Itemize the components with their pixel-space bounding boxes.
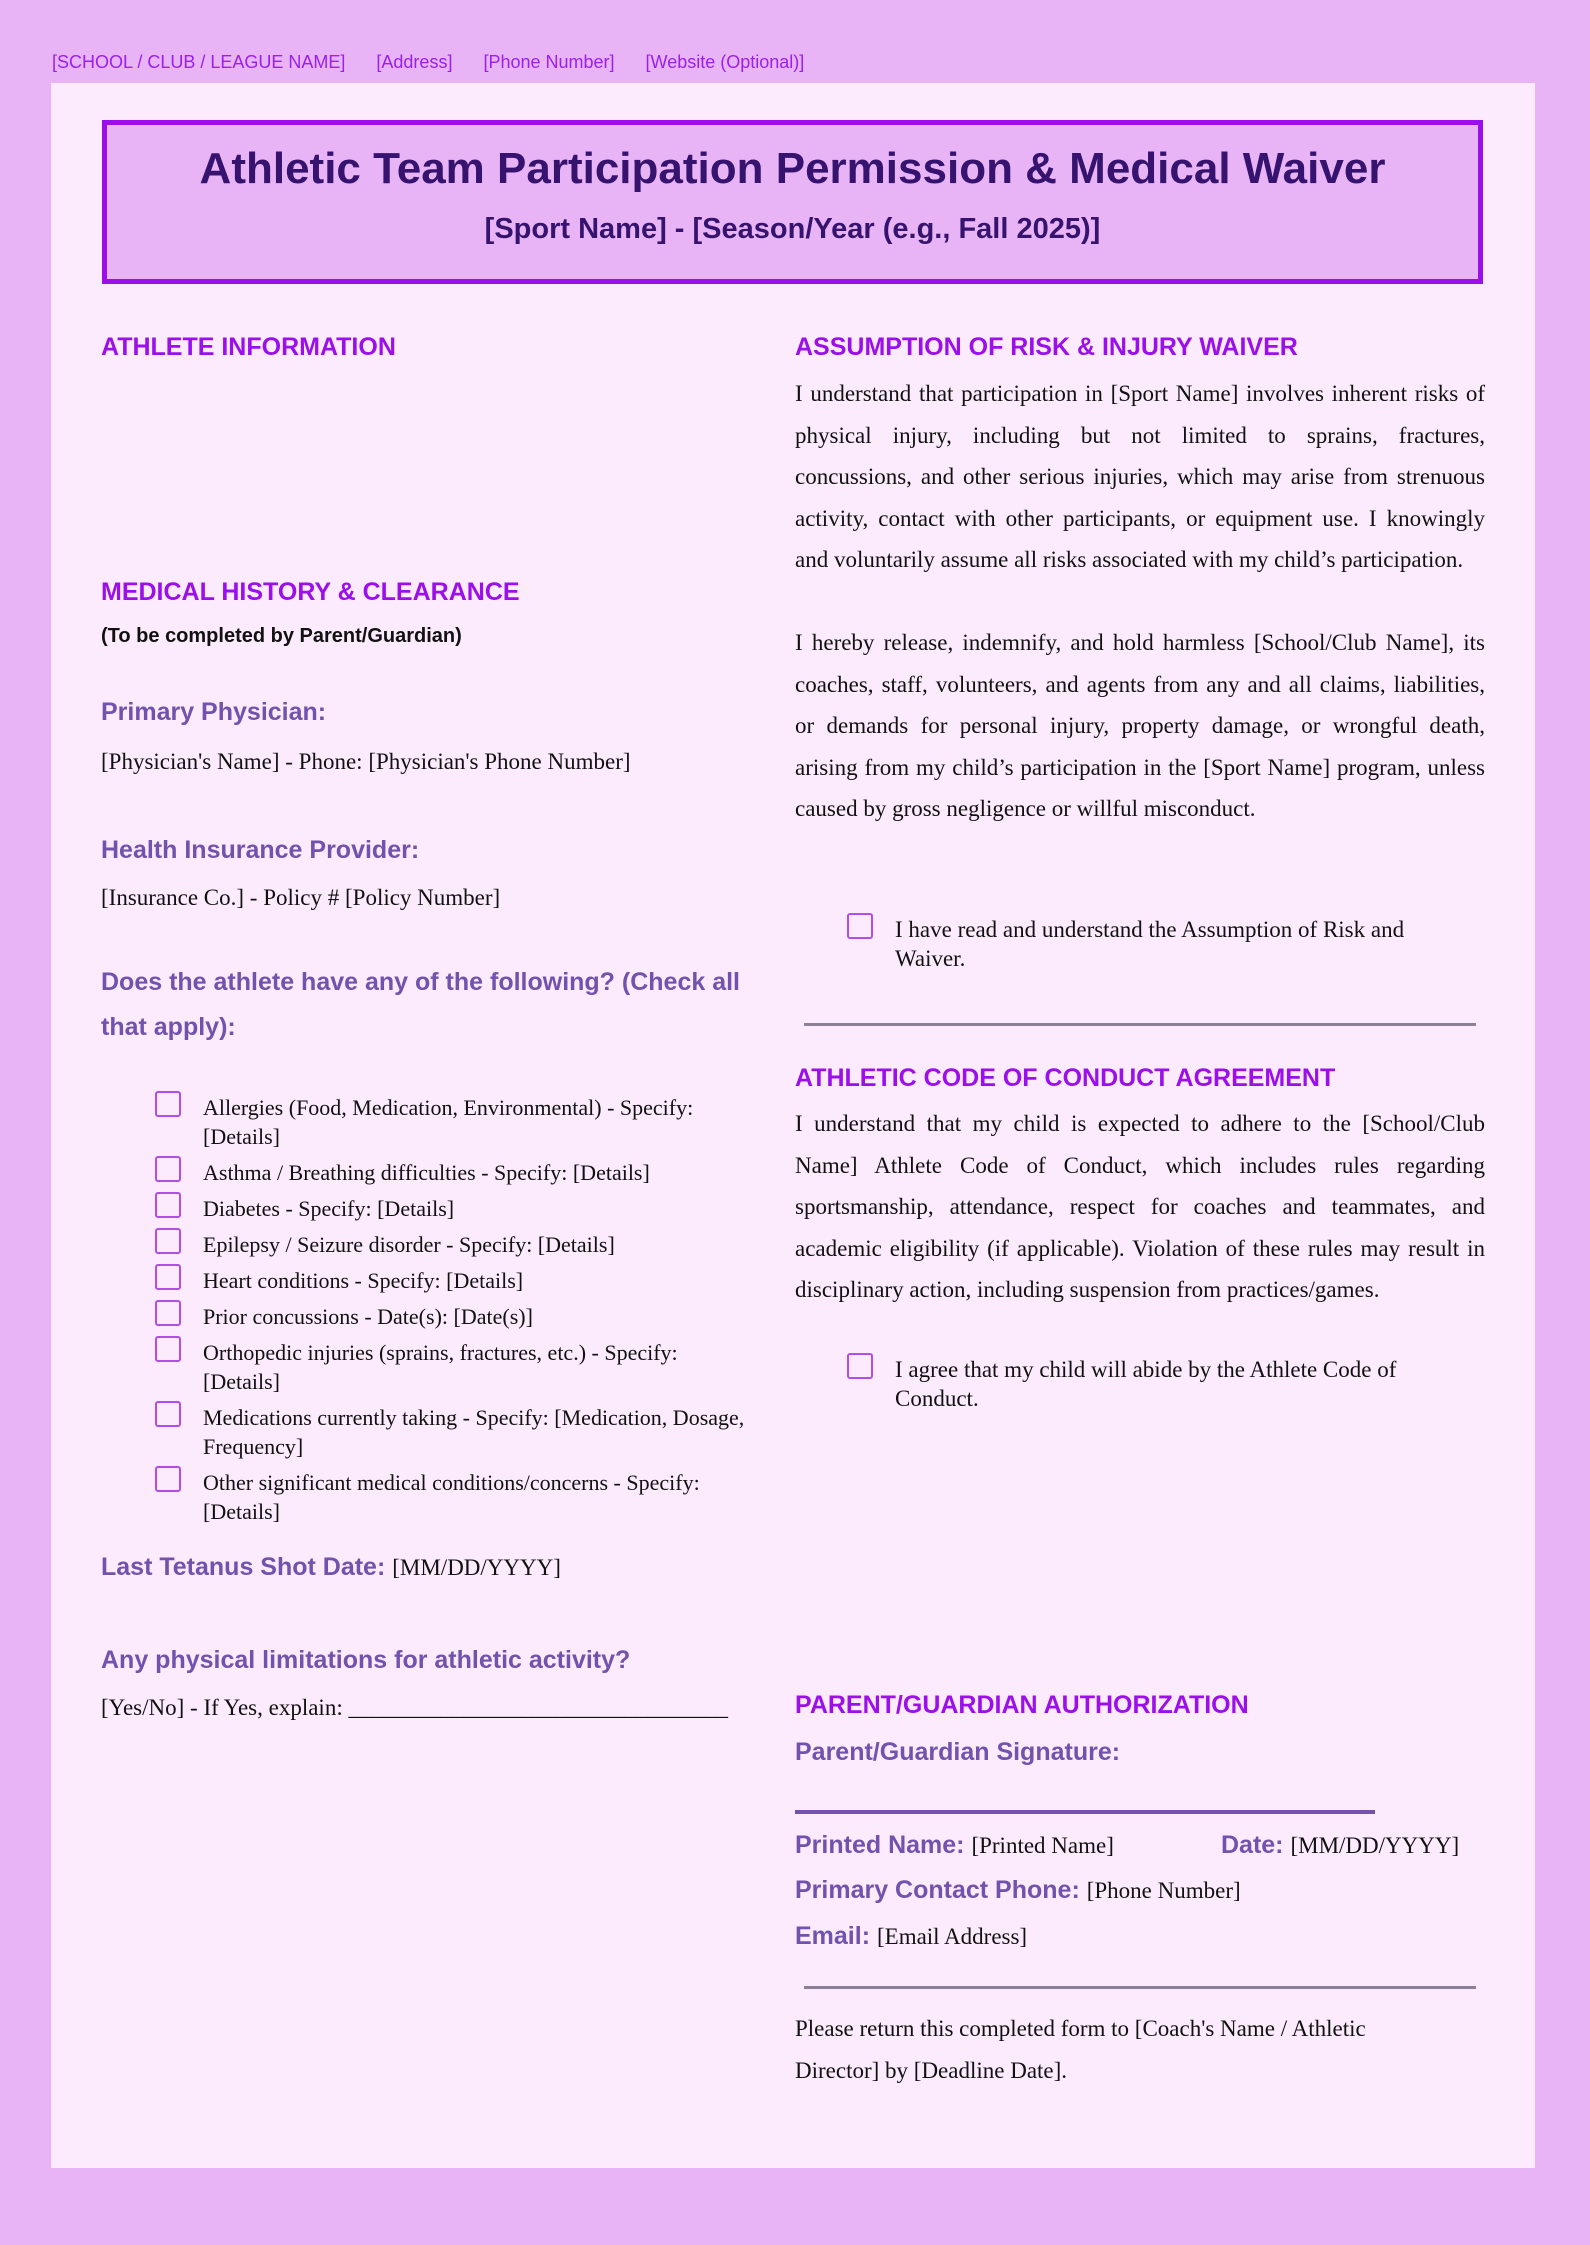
- conditions-label: Does the athlete have any of the following? (Check all that apply):: [101, 968, 741, 1041]
- medical-heading: MEDICAL HISTORY & CLEARANCE: [101, 578, 520, 606]
- condition-item: Orthopedic injuries (sprains, fractures, etc.) - Specify: [Details]: [155, 1338, 755, 1396]
- condition-item: Allergies (Food, Medication, Environmental) - Specify: [Details]: [155, 1093, 755, 1151]
- org-phone: [Phone Number]: [483, 52, 615, 72]
- limitations-label: Any physical limitations for athletic activity?: [101, 1646, 631, 1674]
- org-website: [Website (Optional)]: [645, 52, 805, 72]
- checkbox[interactable]: [155, 1091, 181, 1117]
- email-value: [Email Address]: [876, 1924, 1028, 1949]
- condition-item: Heart conditions - Specify: [Details]: [155, 1266, 755, 1295]
- checkbox[interactable]: [155, 1300, 181, 1326]
- condition-item: Prior concussions - Date(s): [Date(s)]: [155, 1302, 755, 1331]
- condition-item: Other significant medical conditions/concerns - Specify: [Details]: [155, 1468, 755, 1526]
- return-note: Please return this completed form to [Coach's Name / Athletic Director] by [Deadline Date].: [795, 2016, 1366, 2083]
- printed-name-row: [795, 1831, 1114, 1860]
- title-box: [102, 120, 1483, 284]
- checkbox[interactable]: [155, 1466, 181, 1492]
- risk-acknowledgement: I have read and understand the Assumption of Risk and Waiver.: [847, 915, 1447, 973]
- printed-name-label: Printed Name:: [795, 1831, 965, 1859]
- tetanus-value: [MM/DD/YYYY]: [392, 1555, 561, 1580]
- checkbox[interactable]: [155, 1156, 181, 1182]
- page-title: Athletic Team Participation Permission & Medical Waiver: [199, 144, 1386, 193]
- email-label: Email:: [795, 1922, 871, 1950]
- date-row: [1221, 1831, 1459, 1860]
- limitations-value: [Yes/No] - If Yes, explain: _________________________________: [101, 1695, 728, 1720]
- divider: [804, 1986, 1476, 1989]
- printed-name-value: [Printed Name]: [971, 1833, 1114, 1858]
- risk-paragraph-1: I understand that participation in [Sport Name] involves inherent risks of physical injury, including but not limited to sprains, fractures, concussions, and other serious injuries, which may arise from strenuous activity, contact with other participants, or equipment use. I knowingly and voluntarily assume all risks associated with my child’s participation.: [795, 381, 1485, 572]
- conduct-paragraph: I understand that my child is expected to adhere to the [School/Club Name] Athlete Code of Conduct, which includes rules regarding sportsmanship, attendance, respect for coaches and teammates, and academic eligibility (if applicable). Violation of these rules may result in disciplinary action, including suspension from practices/games.: [795, 1111, 1485, 1302]
- athlete-info-heading: ATHLETE INFORMATION: [101, 333, 396, 361]
- checkbox[interactable]: [155, 1264, 181, 1290]
- org-address: [Address]: [376, 52, 453, 72]
- checkbox[interactable]: [155, 1401, 181, 1427]
- org-name: [SCHOOL / CLUB / LEAGUE NAME]: [52, 52, 346, 72]
- page-subtitle: [Sport Name] - [Season/Year (e.g., Fall 2025)]: [484, 213, 1101, 245]
- tetanus-row: [101, 1553, 561, 1582]
- condition-item: Asthma / Breathing difficulties - Specify: [Details]: [155, 1158, 755, 1187]
- checkbox[interactable]: [155, 1336, 181, 1362]
- contact-phone-label: Primary Contact Phone:: [795, 1876, 1080, 1904]
- header-contact-bar: [52, 52, 835, 73]
- authorization-heading: PARENT/GUARDIAN AUTHORIZATION: [795, 1691, 1249, 1719]
- date-value: [MM/DD/YYYY]: [1290, 1833, 1460, 1858]
- physician-value: [Physician's Name] - Phone: [Physician's Phone Number]: [101, 749, 631, 774]
- physician-label: Primary Physician:: [101, 698, 327, 726]
- risk-paragraph-2: I hereby release, indemnify, and hold harmless [School/Club Name], its coaches, staff, volunteers, and agents from any and all claims, liabilities, or demands for personal injury, property damage, or wrongful death, arising from my child’s participation in the [Sport Name] program, unless caused by gross negligence or willful misconduct.: [795, 630, 1485, 821]
- divider: [804, 1023, 1476, 1026]
- signature-label: Parent/Guardian Signature:: [795, 1738, 1121, 1766]
- insurance-value: [Insurance Co.] - Policy # [Policy Number]: [101, 885, 501, 910]
- condition-item: Epilepsy / Seizure disorder - Specify: [Details]: [155, 1230, 755, 1259]
- condition-item: Diabetes - Specify: [Details]: [155, 1194, 755, 1223]
- form-sheet: [51, 83, 1535, 2168]
- risk-ack-checkbox[interactable]: [847, 913, 873, 939]
- insurance-label: Health Insurance Provider:: [101, 836, 420, 864]
- checkbox[interactable]: [155, 1228, 181, 1254]
- tetanus-label: Last Tetanus Shot Date:: [101, 1553, 386, 1581]
- condition-item: Medications currently taking - Specify: [Medication, Dosage, Frequency]: [155, 1403, 755, 1461]
- conduct-heading: ATHLETIC CODE OF CONDUCT AGREEMENT: [795, 1064, 1336, 1092]
- contact-phone-value: [Phone Number]: [1086, 1878, 1241, 1903]
- email-row: [795, 1922, 1027, 1951]
- contact-phone-row: [795, 1876, 1241, 1905]
- medical-note: (To be completed by Parent/Guardian): [101, 625, 462, 647]
- conduct-ack-checkbox[interactable]: [847, 1353, 873, 1379]
- checkbox[interactable]: [155, 1192, 181, 1218]
- conduct-acknowledgement: I agree that my child will abide by the Athlete Code of Conduct.: [847, 1355, 1447, 1413]
- conditions-checklist: [155, 1093, 755, 1533]
- signature-line[interactable]: [795, 1810, 1375, 1814]
- risk-heading: ASSUMPTION OF RISK & INJURY WAIVER: [795, 333, 1298, 361]
- date-label: Date:: [1221, 1831, 1284, 1859]
